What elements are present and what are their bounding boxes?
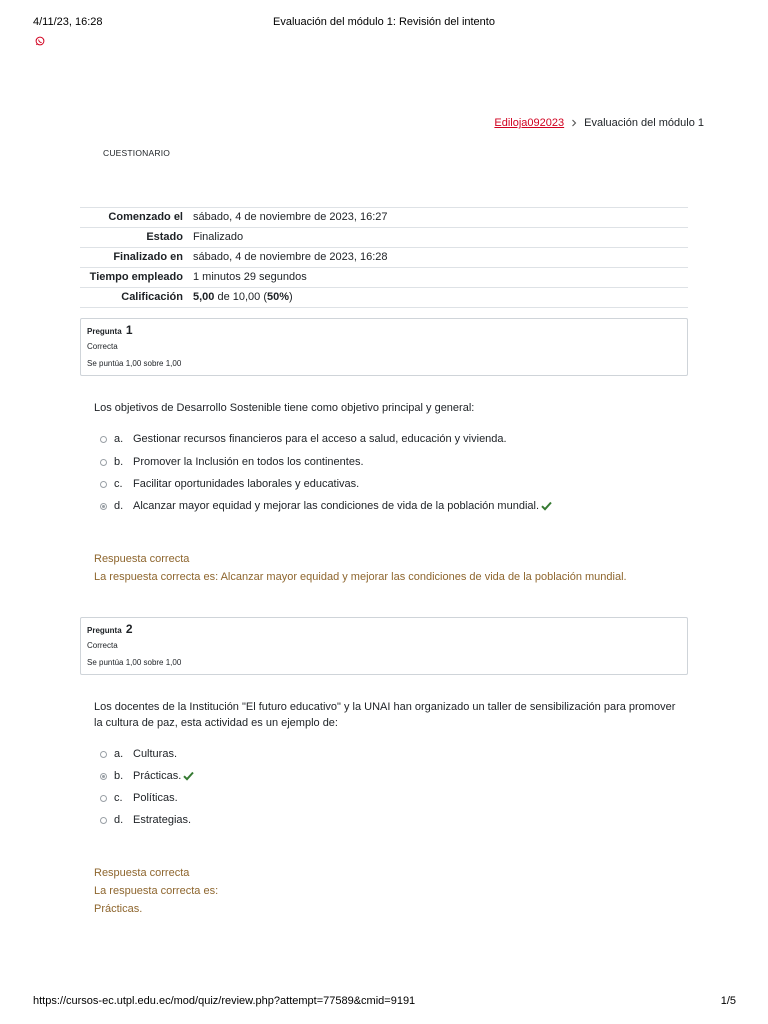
radio-button[interactable] — [100, 436, 107, 443]
question-number-value: 1 — [125, 323, 133, 337]
summary-value: 1 minutos 29 segundos — [189, 268, 688, 288]
answer-option[interactable] — [100, 454, 364, 470]
radio-button[interactable] — [100, 481, 107, 488]
grade-score: 5,00 — [193, 291, 215, 303]
option-letter: b. — [114, 770, 124, 782]
option-text: Políticas. — [133, 792, 178, 804]
option-text: Alcanzar mayor equidad y mejorar las condiciones de vida de la población mundial. — [133, 500, 540, 512]
question-text-2: Los docentes de la Institución "El futuro educativo" y la UNAI han organizado un taller de sensibilización para promover la cultura de paz, esta actividad es un ejemplo de: — [94, 701, 676, 729]
check-icon — [541, 501, 552, 511]
question-number-value: 2 — [125, 622, 133, 636]
feedback-title: Respuesta correcta — [94, 553, 190, 565]
question-info-1 — [80, 318, 688, 376]
section-label: CUESTIONARIO — [103, 148, 171, 158]
answer-option-selected[interactable] — [100, 498, 552, 514]
summary-value: Finalizado — [189, 228, 688, 248]
radio-button[interactable] — [100, 751, 107, 758]
option-letter: a. — [114, 433, 124, 445]
radio-button-checked[interactable] — [100, 773, 107, 780]
chevron-right-icon — [570, 119, 578, 127]
radio-button[interactable] — [100, 459, 107, 466]
summary-key: Calificación — [80, 288, 189, 308]
question-number — [87, 323, 133, 337]
answer-option[interactable] — [100, 476, 359, 492]
summary-key: Comenzado el — [80, 208, 189, 228]
answer-option-selected[interactable] — [100, 768, 194, 784]
summary-row-time — [80, 268, 688, 288]
grade-percent: 50% — [267, 291, 290, 303]
feedback-1 — [94, 550, 627, 586]
breadcrumb — [494, 117, 704, 129]
summary-key: Tiempo empleado — [80, 268, 189, 288]
option-letter: c. — [114, 478, 123, 490]
summary-row-started — [80, 208, 688, 228]
question-label: Pregunta — [87, 626, 122, 635]
question-grade: Se puntúa 1,00 sobre 1,00 — [87, 658, 182, 667]
print-header — [0, 16, 768, 30]
answer-option[interactable] — [100, 812, 191, 828]
option-text: Promover la Inclusión en todos los continentes. — [133, 456, 364, 468]
grade-end: ) — [289, 291, 293, 303]
feedback-answer-label: La respuesta correcta es: — [94, 885, 219, 897]
option-text: Culturas. — [133, 748, 178, 760]
attempt-summary-table — [80, 207, 688, 308]
print-title: Evaluación del módulo 1: Revisión del intento — [273, 16, 495, 28]
option-letter: d. — [114, 500, 124, 512]
summary-value: sábado, 4 de noviembre de 2023, 16:27 — [189, 208, 688, 228]
option-letter: b. — [114, 456, 124, 468]
summary-key: Finalizado en — [80, 248, 189, 268]
question-state: Correcta — [87, 641, 118, 650]
question-grade: Se puntúa 1,00 sobre 1,00 — [87, 359, 182, 368]
radio-button-checked[interactable] — [100, 503, 107, 510]
option-text: Estrategias. — [133, 814, 192, 826]
question-state: Correcta — [87, 342, 118, 351]
check-icon — [183, 771, 194, 781]
question-text-1: Los objetivos de Desarrollo Sostenible tiene como objetivo principal y general: — [94, 402, 475, 414]
feedback-title: Respuesta correcta — [94, 867, 190, 879]
breadcrumb-current: Evaluación del módulo 1 — [584, 117, 704, 129]
radio-button[interactable] — [100, 795, 107, 802]
option-text: Facilitar oportunidades laborales y educativas. — [133, 478, 360, 490]
summary-value: sábado, 4 de noviembre de 2023, 16:28 — [189, 248, 688, 268]
radio-button[interactable] — [100, 817, 107, 824]
option-letter: c. — [114, 792, 123, 804]
summary-row-finished — [80, 248, 688, 268]
breadcrumb-course-link[interactable]: Ediloja092023 — [494, 117, 565, 129]
answer-option[interactable] — [100, 431, 507, 447]
print-datetime: 4/11/23, 16:28 — [33, 16, 103, 28]
summary-key: Estado — [80, 228, 189, 248]
question-info-2 — [80, 617, 688, 675]
option-letter: a. — [114, 748, 124, 760]
whatsapp-icon[interactable] — [35, 36, 45, 46]
summary-value-grade — [189, 288, 688, 308]
grade-mid: de 10,00 ( — [214, 291, 268, 303]
option-text: Gestionar recursos financieros para el acceso a salud, educación y vivienda. — [133, 433, 507, 445]
option-text: Prácticas. — [133, 770, 182, 782]
summary-row-state — [80, 228, 688, 248]
print-page-number: 1/5 — [720, 995, 736, 1007]
feedback-2 — [94, 864, 218, 918]
question-number — [87, 622, 133, 636]
answer-option[interactable] — [100, 746, 177, 762]
feedback-answer-value: Prácticas. — [94, 903, 143, 915]
question-label: Pregunta — [87, 327, 122, 336]
feedback-answer: La respuesta correcta es: Alcanzar mayor equidad y mejorar las condiciones de vida de la población mundial. — [94, 571, 627, 583]
answer-option[interactable] — [100, 790, 178, 806]
option-letter: d. — [114, 814, 124, 826]
summary-row-grade — [80, 288, 688, 308]
print-url: https://cursos-ec.utpl.edu.ec/mod/quiz/review.php?attempt=77589&cmid=9191 — [33, 995, 416, 1007]
